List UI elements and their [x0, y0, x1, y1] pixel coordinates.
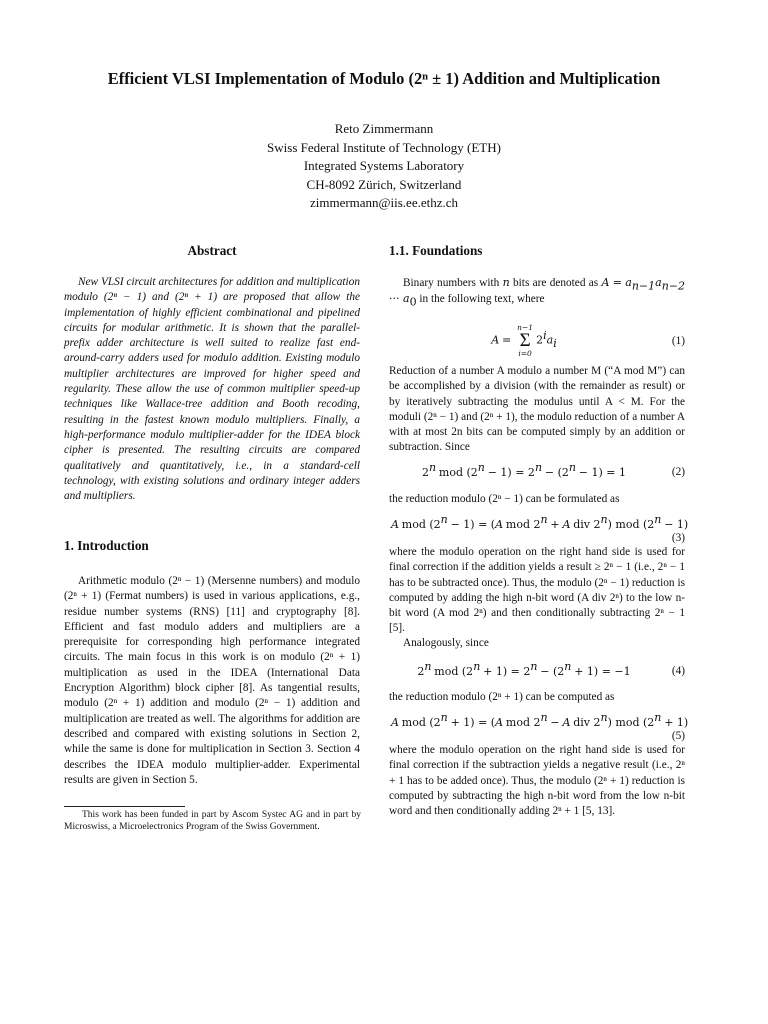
equation-5-number-row — [389, 728, 685, 744]
equation-1: A = n−1 Σ i=0 $2^ia_i$ (1) — [491, 323, 685, 358]
equation-4: 2$^n$ mod $(2^n + 1) = 2^n - (2^n + 1) = -1$ (4) — [417, 659, 685, 678]
foundations-para-7: where the modulo operation on the right hand side is used for final correction if the subtraction yields a negative result (i.e., 2ⁿ + 1 has to be added once). Thus, the modulo (2ⁿ + 1) reduction is computed by subtracting the high n-bit word from the low n-bit word and then conditionally adding 2ⁿ + 1 [5, 13]. — [389, 744, 685, 818]
affiliation-institute: Swiss Federal Institute of Technology (ETH) — [267, 139, 501, 155]
equation-3-number: (3) — [671, 532, 685, 544]
equation-1-number: (1) — [671, 335, 685, 347]
foundations-para-1: Binary numbers with n bits are denoted as $A = a_{n-1}a_{n-2}$ ··· $a_0$ in the following text, where — [389, 276, 685, 309]
introduction-heading: 1. Introduction — [64, 538, 149, 553]
introduction-text: Arithmetic modulo (2ⁿ − 1) (Mersenne numbers) and modulo (2ⁿ + 1) (Fermat numbers) is used in various applications, e.g., residue number systems (RNS) [11] and cryptography [8]. Efficient and fast modulo adders and multipliers are a prerequisite for corresponding high performance integrated circuits. The main focus in this work is on modulo (2ⁿ + 1) multiplication as used in the IDEA (International Data Encryption Algorithm) block cipher [8]. As tangential results, modulo (2ⁿ + 1) addition and modulo (2ⁿ − 1) addition and multiplication are treated as well. The algorithms for addition are described and compared with existing solutions in Section 2, while the same is done for multiplication in Section 3. Section 4 describes the IDEA modulo multiplier-adder. Experimental results are given in Section 5. — [64, 575, 360, 786]
equation-5-number: (5) — [671, 730, 685, 742]
author-name: Reto Zimmermann — [334, 121, 434, 136]
author-block — [134, 120, 634, 213]
footnote-text: This work has been funded in part by Ascom Systec AG and in part by Microswiss, a Microelectronics Program of the Swiss Government. — [64, 810, 361, 833]
footnote-rule — [64, 806, 185, 807]
foundations-para-2: Reduction of a number A modulo a number M (“A mod M”) can be accomplished by a division (with the remainder as result) or by iteratively subtracting the modulus until A < M. For the moduli (2ⁿ − 1) and (2ⁿ + 1), the modulo reduction of a number A with at most 2n bits can be computed simply by an addition or subtraction. Since — [389, 365, 685, 454]
equation-3-number-row — [389, 530, 685, 546]
equation-2: 2$^n$ mod $(2^n - 1) = 2^n - (2^n - 1) = 1$ (2) — [421, 460, 685, 479]
paper-title: Efficient VLSI Implementation of Modulo (2ⁿ ± 1) Addition and Multiplication — [107, 69, 661, 88]
foundations-heading: 1.1. Foundations — [389, 243, 483, 258]
foundations-para-4: where the modulo operation on the right hand side is used for final correction if the addition yields a result ≥ 2ⁿ − 1 (i.e., 2ⁿ − 1 has to be subtracted once). Thus, the modulo (2ⁿ − 1) reduction is computed by adding the high n-bit word (A div 2ⁿ) to the low n-bit word (A mod 2ⁿ) and then conditionally subtracting 2ⁿ − 1 [5]. — [389, 546, 685, 635]
foundations-para-3: the reduction modulo (2ⁿ − 1) can be formulated as — [389, 493, 620, 505]
equation-2-number: (2) — [671, 466, 685, 478]
author-email: zimmermann@iis.ee.ethz.ch — [309, 195, 459, 211]
author-address: CH-8092 Zürich, Switzerland — [306, 176, 462, 192]
abstract-text: New VLSI circuit architectures for addition and multiplication modulo (2ⁿ − 1) and (2ⁿ + 1) are proposed that allow the implementation of highly efficient combinational and pipelined circuits for modular arithmetic. It is shown that the parallel-prefix adder architecture is well suited to realize fast end-around-carry adders used for modulo addition. Existing modulo multiplier architectures are improved for higher speed and regularity. These allow the use of common multiplier speed-up techniques like Wallace-tree addition and Booth recoding, resulting in the fastest known modulo multipliers. Finally, a high-performance modulo multiplier-adder for the IDEA block cipher is presented. The resulting circuits are compared qualitatively and quantitatively, i.e., in a standard-cell technology, with existing solutions and ordinary integer adders and multipliers. — [64, 276, 360, 503]
affiliation-lab: Integrated Systems Laboratory — [303, 158, 465, 174]
equation-3: A mod (2$^n$ − 1) = (A mod 2$^n$ + A div 2$^n$) mod (2$^n$ − 1) — [391, 512, 689, 531]
foundations-para-5: Analogously, since — [403, 637, 489, 649]
equation-4-number: (4) — [671, 665, 685, 677]
foundations-para-6: the reduction modulo (2ⁿ + 1) can be computed as — [389, 691, 615, 703]
abstract-heading: Abstract — [187, 243, 237, 258]
equation-5: A mod (2$^n$ + 1) = (A mod 2$^n$ − A div 2$^n$) mod (2$^n$ + 1) — [391, 710, 689, 729]
